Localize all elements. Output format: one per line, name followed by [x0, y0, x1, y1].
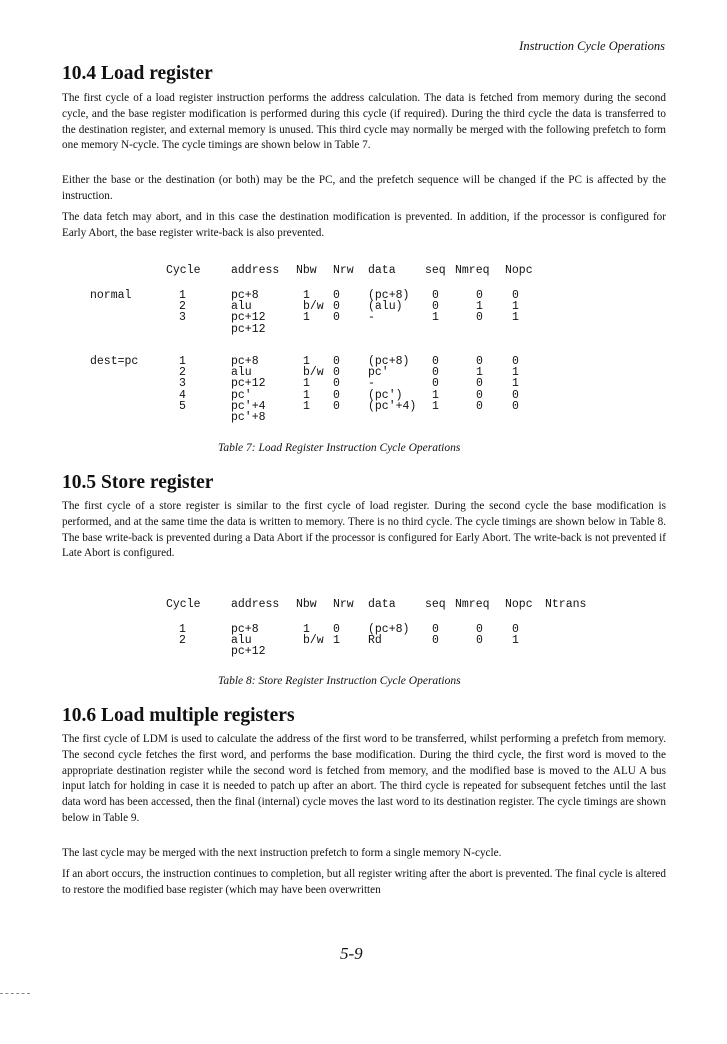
table-caption: Table 7: Load Register Instruction Cycle Operations	[218, 442, 461, 454]
paragraph: Either the base or the destination (or both) may be the PC, and the prefetch sequence will be changed if the PC is affected by the instruction.	[62, 174, 666, 202]
table-cell: (pc'+4)	[368, 399, 417, 413]
table-cell: 2	[179, 300, 186, 314]
table-cell: 1	[333, 634, 340, 648]
section-title-store-register: 10.5 Store register	[62, 472, 214, 493]
row-group-label: dest=pc	[90, 355, 139, 368]
column-header: Cycle	[166, 264, 201, 277]
table-cell: 1	[303, 289, 310, 302]
table-cell: b/w	[303, 634, 324, 648]
table-cell: pc+12	[231, 311, 266, 325]
column-header: seq	[425, 598, 446, 611]
column-header: Nopc	[505, 264, 533, 277]
table-cell: pc+12	[231, 322, 266, 336]
table-cell: 0	[333, 623, 340, 636]
table-cell: -	[368, 377, 375, 391]
table-cell: 1	[512, 377, 519, 391]
table-cell: 1	[476, 366, 483, 380]
table-cell: pc'	[231, 388, 252, 402]
column-header: data	[368, 598, 396, 611]
table-cell: 1	[303, 388, 310, 402]
table-cell: 0	[432, 300, 439, 314]
running-header: Instruction Cycle Operations	[519, 39, 665, 53]
table-cell: 1	[179, 623, 186, 636]
table-cell: pc'+8	[231, 411, 266, 424]
table-cell: 1	[432, 399, 439, 413]
table-cell: pc+12	[231, 645, 266, 659]
table-cell: 0	[512, 623, 519, 636]
page-number: 5-9	[340, 944, 363, 963]
column-header: Nbw	[296, 598, 317, 611]
table-cell: pc+8	[231, 623, 259, 636]
table-cell: 0	[333, 289, 340, 302]
table-cell: 0	[512, 388, 519, 402]
section-title-load-register: 10.4 Load register	[62, 63, 213, 84]
table-cell: 0	[333, 399, 340, 413]
column-header: Ntrans	[545, 598, 587, 611]
table-cell: 0	[512, 399, 519, 413]
table-cell: Rd	[368, 634, 382, 648]
table-cell: (pc+8)	[368, 623, 410, 636]
table-cell: 0	[333, 366, 340, 380]
table-cell: 0	[333, 300, 340, 314]
table-cell: (pc')	[368, 388, 403, 402]
table-caption: Table 8: Store Register Instruction Cycle Operations	[218, 675, 461, 687]
table-cell: 1	[179, 289, 186, 302]
table-cell: 0	[476, 311, 483, 325]
table-cell: 0	[476, 634, 483, 648]
table-cell: 0	[476, 388, 483, 402]
column-header: Nbw	[296, 264, 317, 277]
column-header: data	[368, 264, 396, 277]
table-cell: 4	[179, 388, 186, 402]
table-cell: 1	[303, 311, 310, 325]
table-cell: 0	[333, 311, 340, 325]
column-header: Nrw	[333, 264, 354, 277]
table-cell: 1	[512, 366, 519, 380]
table-cell: 0	[476, 623, 483, 636]
table-cell: 0	[432, 289, 439, 302]
paragraph: The first cycle of a store register is similar to the first cycle of load register. During the second cycle the base modification is performed, and at the same time the data is written to memory. There is no third cycle. The cycle timings are shown below in Table 8. The base write-back is prevented during a Data Abort if the processor is configured for Early Abort. The write-back is not prevented if Late Abort is configured.	[62, 500, 666, 560]
table-cell: 0	[333, 388, 340, 402]
table-cell: b/w	[303, 366, 324, 380]
table-cell: alu	[231, 366, 252, 380]
table-cell: (pc+8)	[368, 355, 410, 368]
table-cell: -	[368, 311, 375, 325]
table-cell: 1	[432, 388, 439, 402]
table-cell: 0	[512, 355, 519, 368]
column-header: Nmreq	[455, 264, 490, 277]
paragraph: The first cycle of LDM is used to calculate the address of the first word to be transferred, whilst performing a prefetch from memory. The second cycle fetches the first word, and performs the base modification. During the third cycle, the first word is moved to the appropriate destination register while the second word is fetched from memory, and the modified base is moved to the ALU A bus input latch for holding in case it is needed to patch up after an abort. The third cycle is repeated for subsequent fetches until the last data word has been accessed, then the final (internal) cycle moves the last word to its destination register. The cycle timings are shown below in Table 9.	[62, 733, 666, 824]
paragraph: The first cycle of a load register instruction performs the address calculation. The data is fetched from memory during the second cycle, and the base register modification is performed during this cycle (if required). During the third cycle the data is transferred to the destination register, and external memory is unused. This third cycle may normally be merged with the following prefetch to form one memory N-cycle. The cycle timings are shown below in Table 7.	[62, 92, 666, 152]
table-cell: 1	[303, 623, 310, 636]
table-cell: alu	[231, 300, 252, 314]
column-header: Nrw	[333, 598, 354, 611]
table-cell: 1	[303, 377, 310, 391]
table-cell: 0	[476, 399, 483, 413]
table-cell: 1	[179, 355, 186, 368]
table-cell: 0	[476, 377, 483, 391]
table-cell: 0	[432, 377, 439, 391]
table-cell: 0	[432, 634, 439, 648]
table-cell: (pc+8)	[368, 289, 410, 302]
table-cell: 1	[303, 399, 310, 413]
table-cell: (alu)	[368, 300, 403, 314]
table-cell: b/w	[303, 300, 324, 314]
table-cell: 1	[512, 300, 519, 314]
table-cell: 0	[512, 289, 519, 302]
table-cell: alu	[231, 634, 252, 648]
table-cell: pc+12	[231, 377, 266, 391]
table-cell: pc'+4	[231, 399, 266, 413]
column-header: Nmreq	[455, 598, 490, 611]
column-header: Cycle	[166, 598, 201, 611]
table-cell: 1	[512, 311, 519, 325]
table-cell: pc+8	[231, 355, 259, 368]
table-cell: 0	[432, 623, 439, 636]
column-header: seq	[425, 264, 446, 277]
table-cell: 0	[432, 355, 439, 368]
table-cell: 0	[333, 355, 340, 368]
table-cell: 5	[179, 399, 186, 413]
table-cell: 1	[432, 311, 439, 325]
table-cell: 1	[476, 300, 483, 314]
table-cell: pc'	[368, 366, 389, 380]
table-cell: 1	[303, 355, 310, 368]
paragraph: The last cycle may be merged with the next instruction prefetch to form a single memory N-cycle.	[62, 847, 502, 859]
table-cell: 0	[432, 366, 439, 380]
paragraph: The data fetch may abort, and in this case the destination modification is prevented. In addition, if the processor is configured for Early Abort, the base register write-back is also prevented.	[62, 211, 666, 239]
table-cell: 3	[179, 377, 186, 391]
table-cell: 2	[179, 366, 186, 380]
row-group-label: normal	[90, 289, 132, 302]
column-header: address	[231, 264, 280, 277]
table-cell: 0	[333, 377, 340, 391]
edge-mark	[0, 993, 30, 994]
column-header: Nopc	[505, 598, 533, 611]
table-cell: 0	[476, 355, 483, 368]
paragraph: If an abort occurs, the instruction continues to completion, but all register writing after the abort is prevented. The final cycle is altered to restore the modified base register (which may have been overwritten	[62, 868, 666, 896]
table-cell: pc+8	[231, 289, 259, 302]
table-cell: 0	[476, 289, 483, 302]
table-cell: 3	[179, 311, 186, 325]
table-cell: 2	[179, 634, 186, 648]
table-cell: 1	[512, 634, 519, 648]
column-header: address	[231, 598, 280, 611]
section-title-load-multiple-registers: 10.6 Load multiple registers	[62, 705, 295, 726]
